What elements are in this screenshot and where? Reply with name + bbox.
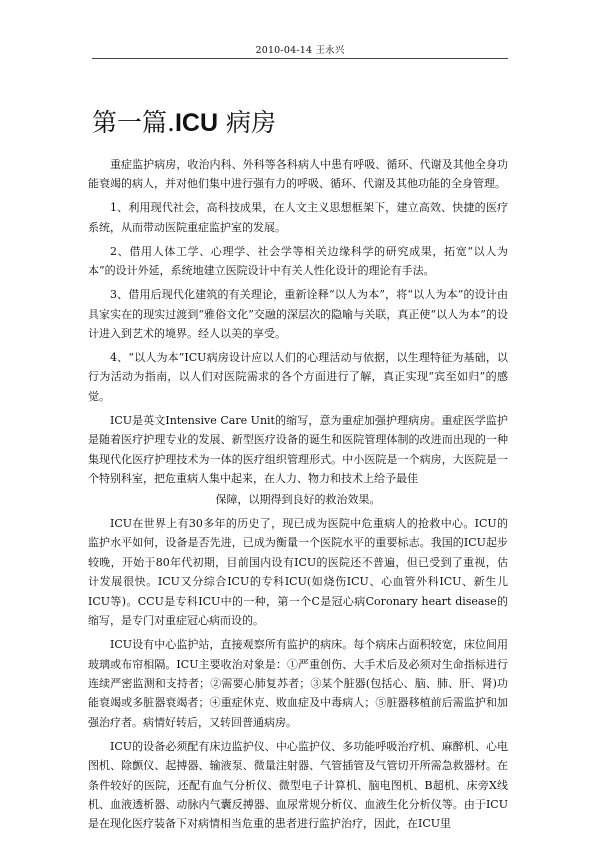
body-text <box>88 155 508 838</box>
paragraph-icu-equipment: ICU的设备必须配有床边监护仪、中心监护仪、多功能呼吸治疗机、麻醉机、心电图机、除颤仪、起搏器、输液泵、微量注射器、气管插管及气管切开所需急救器材。在条件较好的医院，还配有血气分析仪、微型电子计算机、脑电图机、B超机、床旁X线机、血液透析器、动脉内气囊反搏器、血尿常规分析仪、血液生化分析仪等。由于ICU是在现化医疗装备下对病情相当危重的患者进行监护治疗，因此，在ICU里 <box>88 739 508 831</box>
paragraph-icu-definition-cont: 保障，以期得到良好的救治效果。 <box>215 493 381 507</box>
title-part-chapter: 第一篇. <box>92 108 175 137</box>
paragraph-point-2: 2、借用人体工学、心理学、社会学等相关边缘科学的研究成果，拓宽“以人为本”的设计外延，系统地建立医院设计中有关人性化设计的理论有手法。 <box>88 244 508 278</box>
paragraph-icu-history: ICU在世界上有30多年的历史了，现已成为医院中危重病人的抢救中心。ICU的监护水平如何，设备是否先进，已成为衡量一个医院水平的重要标志。我国的ICU起步较晚，开始于80年代初期，目前国内设有ICU的医院还不普遍，但已受到了重视，估计发展很快。ICU又分综合ICU的专科ICU(如烧伤ICU、心血管外科ICU、新生儿ICU等)。CCU是专科ICU中的一种，第一个C是冠心病Coronary heart disease的缩写，是专门对重症冠心病而设的。 <box>88 517 508 628</box>
title-part-icu: ICU <box>174 109 219 137</box>
paragraph-point-1: 1、利用现代社会，高科技成果，在人文主义思想框架下，建立高效、快捷的医疗系统，从而带动医院重症监护室的发展。 <box>88 201 508 234</box>
page-title <box>92 108 276 138</box>
paragraph-point-3: 3、借用后现代化建筑的有关理论，重新诠释“以人为本”，将“以人为本”的设计由具家实在的现实过渡到“雅俗文化”交融的深层次的隐喻与关联，真正使“以人为本”的设计进入到艺术的境界。经人以美的享受。 <box>88 288 508 341</box>
paragraph-point-4: 4、“以人为本”ICU病房设计应以人们的心理活动与依据，以生理特征为基础，以行为活动为指南，以人们对医院需求的各个方面进行了解，真正实现“宾至如归”的感觉。 <box>88 351 508 403</box>
paragraph-icu-layout: ICU设有中心监护站，直接观察所有监护的病床。每个病床占面积较宽，床位间用玻璃或布帘相隔。ICU主要收治对象是：①严重创伤、大手术后及必须对生命指标进行连续严密监测和支持者；②需要心肺复苏者；③某个脏器(包括心、脑、肺、肝、肾)功能衰竭或多脏器衰竭者；④重症休克、败血症及中毒病人；⑤脏器移植前后需监护和加强治疗者。病情好转后，又转回普通病房。 <box>88 638 508 729</box>
page-header <box>92 42 508 56</box>
header-rule <box>92 58 508 59</box>
paragraph-intro: 重症监护病房，收治内科、外科等各科病人中患有呼吸、循环、代谢及其他全身功能衰竭的病人，并对他们集中进行强有力的呼吸、循环、代谢及其他功能的全身管理。 <box>88 158 508 191</box>
title-part-ward: 病房 <box>218 108 276 137</box>
paragraph-icu-definition: ICU是英文Intensive Care Unit的缩写，意为重症加强护理病房。重症医学监护是随着医疗护理专业的发展、新型医疗设备的诞生和医院管理体制的改进而出现的一种集现代化医疗护理技术为一体的医疗组织管理形式。中小医院是一个病房，大医院是一个特别科室，把危重病人集中起来，在人力、物力和技术上给予最佳 <box>88 413 508 486</box>
header-text: 2010-04-14 王永兴 <box>255 45 345 56</box>
